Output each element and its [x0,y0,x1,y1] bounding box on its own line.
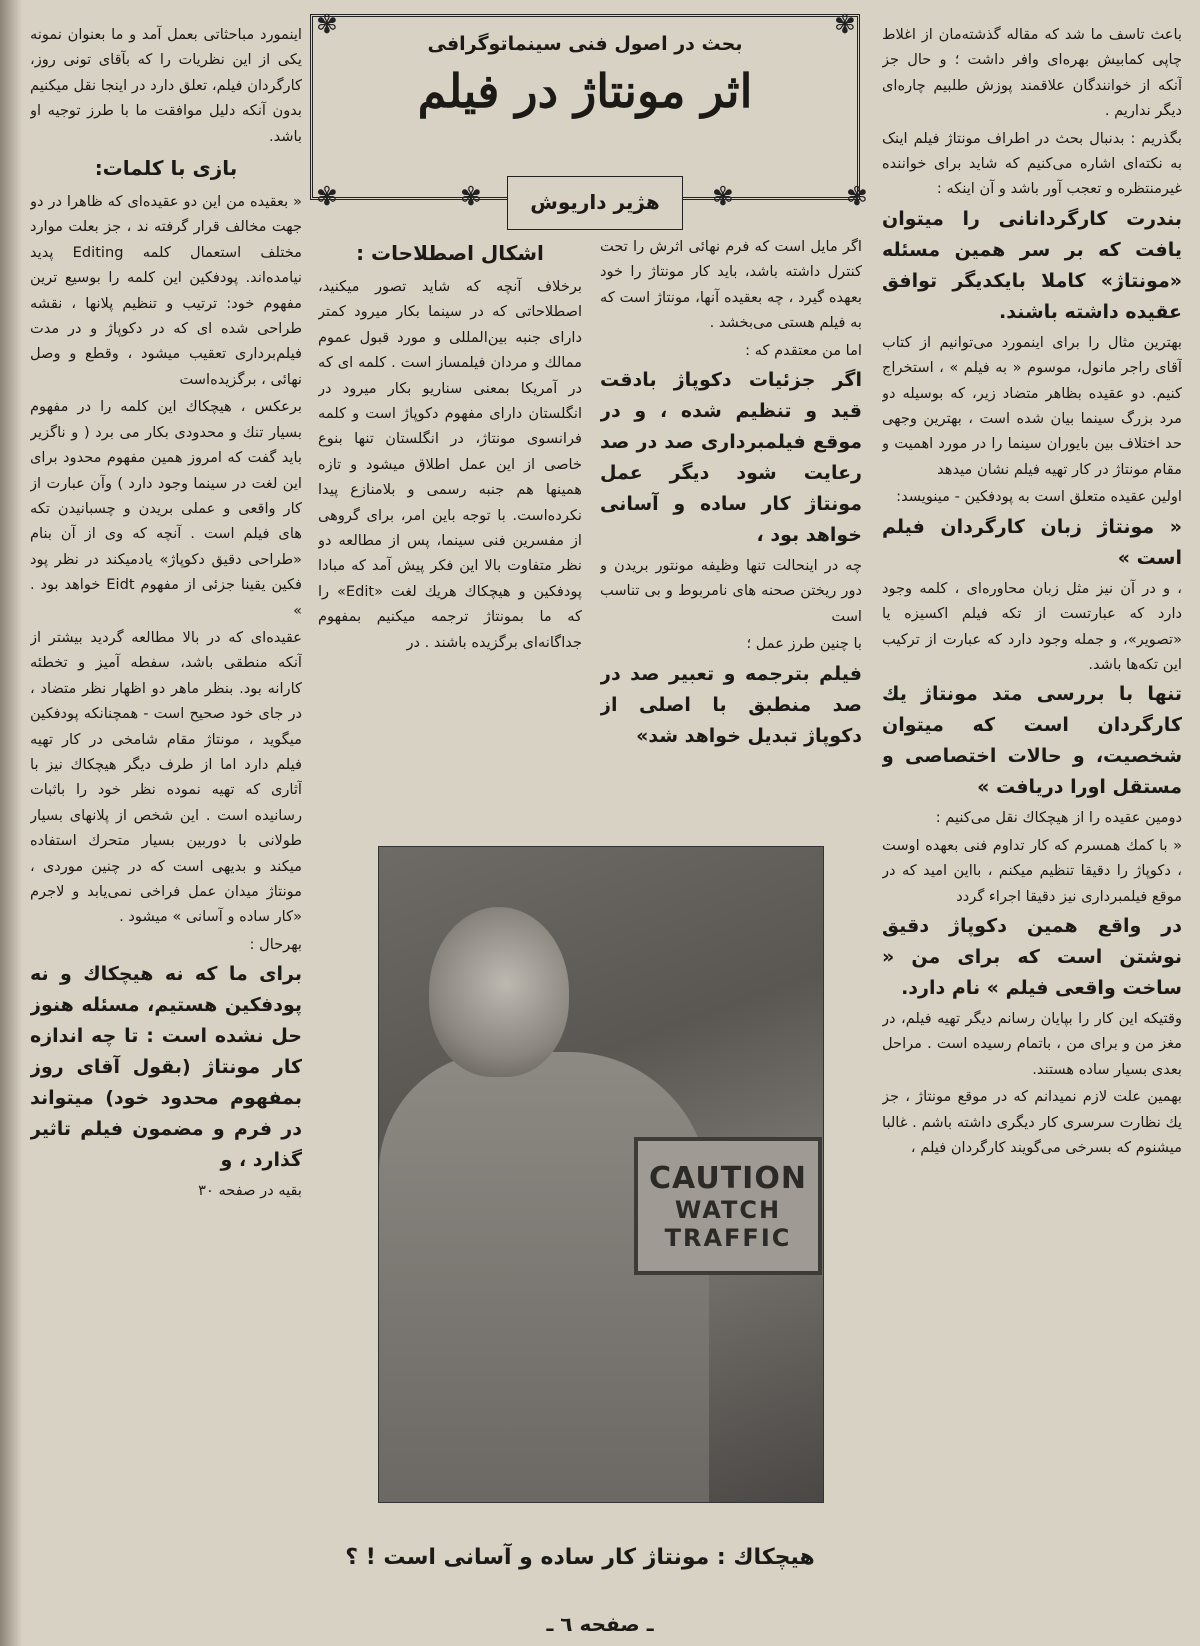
paragraph: اولین عقیده متعلق است به پودفکین - مینویسد: [896,488,1182,506]
paragraph: چه در اینحالت تنها وظیفه مونتور بریدن و دور ریختن صحنه های نامربوط و بی تناسب است [600,557,862,625]
paragraph-bold: « مونتاژ زبان کارگردان فیلم است » [882,515,1182,569]
paragraph: برخلاف آنچه که شاید تصور میکنید، اصطلاحاتی که در سینما بکار میرود کمتر دارای جنبه بین‌المللی و مورد قبول عموم ممالك و مردان فیلمساز است . کلمه ای که در آمریکا بمعنی سناریو بکار میرود در انگلستان دارای مفهوم دکوپاژ است و کلمه فرانسوی مونتاژ، در انگلستان تنها بنوع خاصی از این عمل اطلاق میشود و تازه همینها هم جنبه رسمی و بلامنازع پیدا نکرده‌است. با توجه باین امر، برای گروهی از مفسرین فنی سینما، پس از مطالعه دو نظر متفاوت بالا این فکر پیش آمد که مبادا پودفکین و هیچکاك هریك لغت «Edit» را که ما بمونتاژ ترجمه میکنیم بمفهوم جداگانه‌ای برگزیده باشند . در [318,278,582,651]
ornament-flower-icon: ✾ [712,182,734,212]
page-binding-shadow [0,0,22,1646]
sign-text: TRAFFIC [664,1223,792,1252]
paragraph: وقتیکه این کار را بپایان رسانم دیگر تهیه فیلم، در مغز من و برای من ، باتمام رسیده است . مراحل بعدی بسیار ساده هستند. [882,1009,1182,1078]
photo-figure-body [379,1052,709,1503]
paragraph-bold: تنها با بررسی متد مونتاژ یك کارگردان است که میتوان شخصیت، و حالات اختصاصی و مستقل اورا دریافت » [882,683,1182,799]
hitchcock-photo [378,846,824,1503]
paragraph-bold: بندرت کارگردانانی را میتوان یافت که بر سر همین مسئله «مونتاژ» کاملا بایکدیگر توافق عقیده داشته باشند. [882,207,1182,323]
paragraph: اگر مایل است که فرم نهائی اثرش را تحت کنترل داشته باشد، باید کار مونتاژ را خود بعهده گیرد ، چه بعقیده آنها، مونتاژ است که به فیلم هستی می‌بخشد . [600,238,862,332]
ornament-flower-icon: ✾ [460,182,482,212]
caution-sign [634,1137,822,1275]
paragraph: بگذریم : بدنبال بحث در اطراف مونتاژ فیلم اینک به نکته‌ای اشاره می‌کنیم که شاید برای خواننده غیرمنتظره و تعجب آور باشد و آن اینکه : [882,129,1182,198]
paragraph: با چنین طرز عمل ؛ [746,635,862,653]
article-title: اثر مونتاژ در فیلم [417,64,753,118]
ornament-flower-icon: ✾ [834,10,856,40]
sign-text: WATCH [674,1195,782,1224]
paragraph: « بعقیده من این دو عقیده‌ای که ظاهرا در دو جهت مخالف قرار گرفته ند ، جز بعلت موارد مختلف استعمال کلمه Editing پدید نیامده‌اند. پودفکین این کلمه را بوسیع ترین مفهوم خود: ترتیب و تنظیم پلانها ، نقشه طراحی شده ای که در دکوپاژ و در مدت فیلم‌برداری تعقیب میشود ، وقطع و وصل نهائی ، برگزیده‌است [30,193,302,388]
paragraph: باعث تاسف ما شد که مقاله گذشته‌مان از اغلاط چاپی کمابیش بهره‌ای وافر داشت ؛ و حال جز آنکه از خوانندگان علاقمند پوزش طلبیم چاره‌ای دیگر نداریم . [882,26,1182,120]
article-title-box [310,10,860,200]
paragraph: اما من معتقدم که : [745,341,862,359]
paragraph: دومین عقیده را از هیچکاك نقل می‌کنیم : [935,809,1182,827]
author-byline: هژیر داریوش [507,176,683,230]
paragraph: عقیده‌ای که در بالا مطالعه گردید بیشتر از آنکه منطقی باشد، سفطه آمیز و تخطئه کارانه بود. بنظر ماهر دو اظهار نظر متضاد ، در جای خود صحیح است - همچنانکه پودفکین میگوید ، مونتاژ مقام شامخی در کار تهیه فیلم دارد اما از طرف دیگر هیچکاك نیز با آثاری که تهیه نموده نظر خود را باثبات رسانیده است . این شخص از پلانهای بسیار طولانی با دوربین بسیار متحرك استفاده میکند و بدیهی است که در چنین موردی ، مونتاژ میدان عمل فراخی نمی‌یابد و لاجرم «کار ساده و آسانی » میشود . [30,628,302,926]
page-number: ـ صفحه ٦ ـ [546,1612,654,1636]
paragraph: برعکس ، هیچکاك این کلمه را در مفهوم بسیار تنك و محدودی بکار می برد ( و ناگزیر باید گفت که امروز همین مفهوم محدود برای این لغت در سینما وجود دارد ) وآن عبارت از کار واقعی و عملی بریدن و چسبانیدن تکه های فیلم است . آنچه که وی از آن بنام «طراحی دقیق دکوپاژ» یادمیکند در نظر پود فکین یقینا جزئی از مفهوم Eidt خواهد بود . » [30,398,302,619]
column-middle-left [318,234,582,834]
paragraph: « با کمك همسرم که کار تداوم فنی بعهده اوست ، دکوپاژ را دقیقا تنظیم میکنم ، بااین امید که در موقع فیلمبرداری نیز دقیقا اجراء گردد [882,836,1182,905]
section-heading: بازی با کلمات: [94,156,238,181]
ornament-flower-icon: ✾ [316,182,338,212]
continued-note: بقیه در صفحه ۳۰ [198,1182,302,1200]
column-left [30,22,302,1632]
photo-figure-head [429,907,569,1077]
ornament-flower-icon: ✾ [316,10,338,40]
paragraph: بهترین مثال را برای اینمورد می‌توانیم از کتاب آقای راجر مانول، موسوم « به فیلم » ، استخراج کنیم. دو عقیده بظاهر متضاد زیر، که بوسیله دو مرد بزرگ سینما بیان شده است ، بهترین وجهی حد اختلاف بین بایوران سینما را در مورد اهمیت و مقام مونتاژ در کار تهیه فیلم نشان میدهد [882,333,1182,478]
photo-caption: هیچکاك : مونتاژ کار ساده و آسانی است ! ؟ [345,1545,815,1570]
paragraph-bold: فیلم بترجمه و تعبیر صد در صد منطبق با اصلی از دکوپاژ تبدیل خواهد شد» [600,662,862,747]
column-middle-right [600,234,862,834]
paragraph: ، و در آن نیز مثل زبان محاوره‌ای ، کلمه وجود دارد که عبارتست از تکه فیلم اکسیزه یا «تصویر»، و جمله وجود دارد که عبارت از ترکیب این تکه‌ها باشد. [882,579,1182,673]
section-heading: اشکال اصطلاحات : [356,241,544,265]
paragraph: بهمین علت لازم نمیدانم که در موقع مونتاژ ، جز یك نظارت سرسری کار دیگری داشته باشم . غالبا میشنوم که بسرخی می‌گویند کارگردان فیلم ، [882,1088,1182,1156]
ornament-flower-icon: ✾ [846,182,868,212]
paragraph-bold: اگر جزئیات دکوپاژ بادقت قید و تنظیم شده ، و در موقع فیلمبرداری صد در صد رعایت شود دیگر عمل مونتاژ کار ساده و آسانی خواهد بود ، [600,369,862,547]
article-supertitle: بحث در اصول فنی سینماتوگرافی [427,33,743,55]
sign-text: CAUTION [649,1160,807,1196]
paragraph: بهرحال : [249,935,302,953]
paragraph: اینمورد مباحثاتی بعمل آمد و ما بعنوان نمونه یکی از این نظریات را که بآقای تونی روز، کارگردان فیلم، تعلق دارد در اینجا نقل میکنیم بدون آنکه دلیل موافقت ما با طرز توجیه او باشد. [30,26,302,145]
paragraph-bold: در واقع همین دکوپاژ دقیق نوشتن است که برای من « ساخت واقعی فیلم » نام دارد. [882,914,1182,999]
paragraph-bold: برای ما که نه هیچکاك و نه پودفکین هستیم، مسئله هنوز حل نشده است : تا چه اندازه کار مونتاژ (بقول آقای روز بمفهوم محدود خود) میتواند در فرم و مضمون فیلم تاثیر گذارد ، و [30,963,302,1172]
column-right [882,22,1182,1632]
